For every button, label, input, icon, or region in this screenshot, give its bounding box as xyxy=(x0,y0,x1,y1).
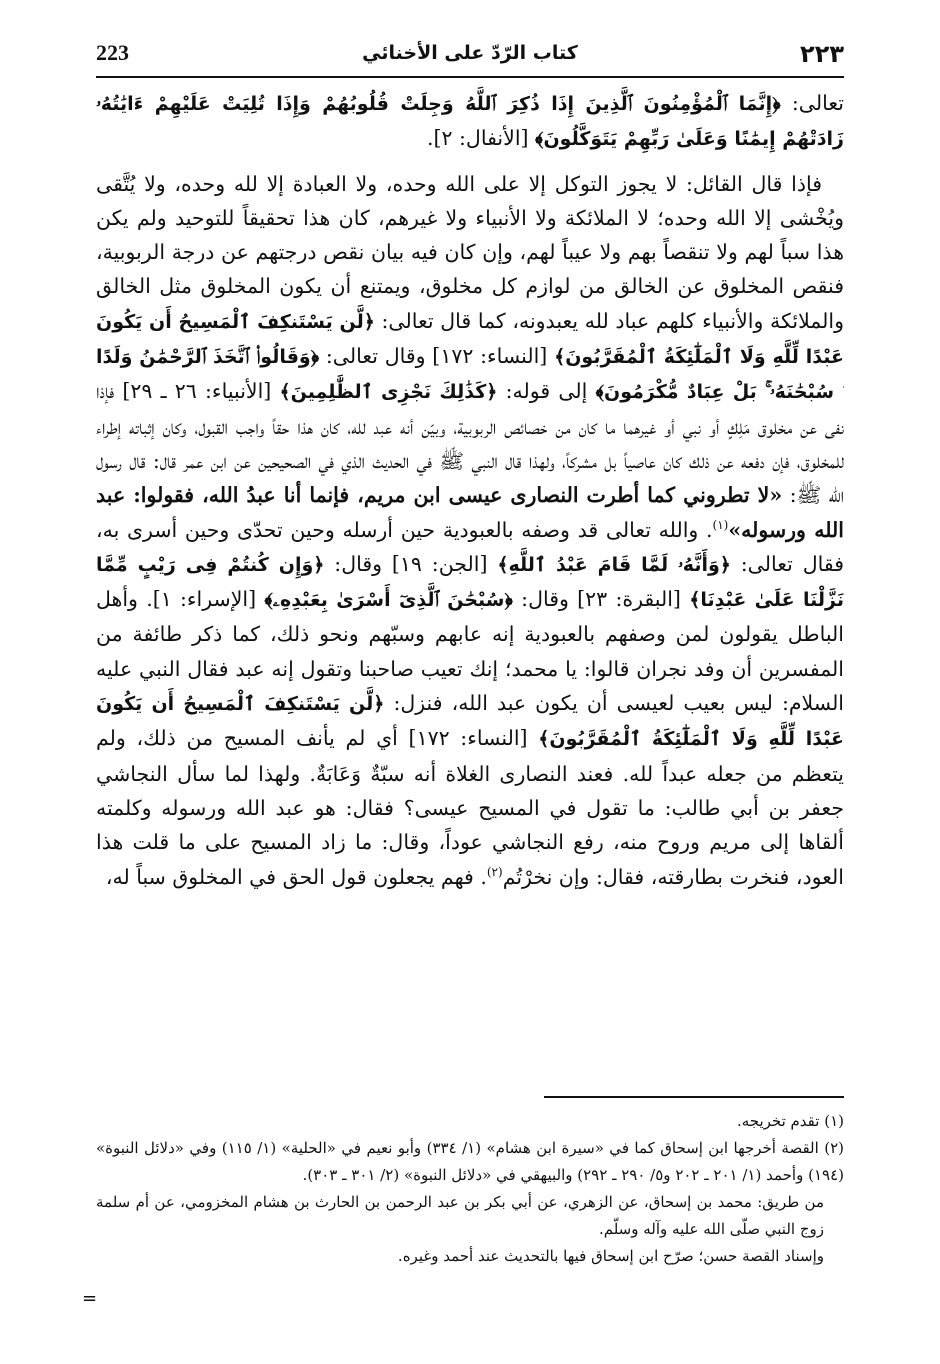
text-run: تعالى: xyxy=(780,91,844,115)
paragraph-1 xyxy=(96,86,844,157)
text-run: [النساء: ١٧٢] وقال تعالى: xyxy=(319,344,555,369)
running-title: كتاب الرّدّ على الأخنائي xyxy=(362,42,578,64)
verse-reference: [الأنفال: ٢]. xyxy=(426,126,536,151)
text-run: [البقرة: ٢٣] وقال: xyxy=(512,587,690,612)
margin-mark: = xyxy=(82,1288,98,1309)
page-number-latin: 223 xyxy=(96,40,129,65)
quran-verse: ﴿كَذَٰلِكَ نَجْزِى ٱلظَّٰلِمِينَ﴾ xyxy=(279,381,498,404)
text-run: فإذا قال القائل: لا يجوز التوكل إلا على الله وحده، ولا العبادة إلا لله وحده، ولا يُتَّقى ويُخْشى إلا الله وحده؛ لا الملائكة ولا الأنبياء ولا غيرهم، كان هذا تحقيقاً للتوحيد ولم يكن هذا سباً لهم ولا تنقصاً بهم ولا عيباً لهم، وإن كان فيه بيان نقص درجتهم عن درجة الربوبية، فنقص المخلوق عن الخالق من لوازم كل مخلوق، ويمتنع أن يكون المخلوق مثل الخالق والملائكة والأنبياء كلهم عباد لله يعبدونه، كما قال تعالى: xyxy=(96,171,844,333)
footnote-1: (١) تقدم تخريجه. xyxy=(736,1112,844,1130)
quran-verse: ﴿وَإِن كُنتُمْ فِى رَيْبٍ مِّمَّا نَزَّلْنَا عَلَىٰ عَبْدِنَا﴾ xyxy=(96,553,844,612)
page-number-arabic: ٢٢٣ xyxy=(800,40,844,68)
quran-verse: ﴿سُبْحَٰنَ ٱلَّذِىٓ أَسْرَىٰ بِعَبْدِهِۦ﴾ xyxy=(264,589,513,612)
footnote-ref-1: (١) xyxy=(712,517,729,532)
quran-verse: ﴿لَّن يَسْتَنكِفَ ٱلْمَسِيحُ أَن يَكُونَ عَبْدًا لِّلَّهِ وَلَا ٱلْمَلَٰٓئِكَةُ ٱلْمُقَرَّبُونَ﴾ xyxy=(96,693,844,751)
footnote-ref-2: (٢) xyxy=(486,864,503,879)
footnote-2-grade: وإسناد القصة حسن؛ صرّح ابن إسحاق فيها بالتحديث عند أحمد وغيره. xyxy=(397,1247,824,1265)
hadith-quote: «لا تطروني كما أطرت النصارى عيسى ابن مريم، فإنما أنا عبدُ الله، فقولوا: عبد الله ورسوله» xyxy=(96,483,844,542)
quran-verse: ﴿لَّن يَسْتَنكِفَ ٱلْمَسِيحُ أَن يَكُونَ عَبْدًا لِّلَّهِ وَلَا ٱلْمَلَٰٓئِكَةُ ٱلْمُقَرَّبُونَ﴾ xyxy=(96,310,844,369)
paragraph-2 xyxy=(96,167,844,894)
text-run: [النساء: ١٧٢] أي لم يأنف المسيح من ذلك، ولم يتعظم من جعله عبداً لله. فعند النصارى الغلاة أنه سبّةٌ وَعَابَةٌ. ولهذا لما سأل النجاشي جعفر بن أبي طالب: ما تقول في المسيح عيسى؟ فقال: هو عبد الله ورسوله وكلمته ألقاها إلى مريم وروح منه، رفع النجاشي عوداً، وقال: ما زاد المسيح على ما قلت هذا العود، فنخرت بطارقته، فقال: وإن نخرْتُم xyxy=(96,726,844,889)
text-run: . فهم يجعلون قول الحق في المخلوق سباً له، xyxy=(105,864,487,889)
text-run: [الإسراء: ١]. وأهل الباطل يقولون لمن وصفهم بالعبودية إنه عابهم وسبّهم ونحو ذلك، كما ذكر طائفة من المفسرين أن وفد نجران قالوا: يا محمد؛ إنك تعيب صاحبنا وتقول إنه عبد فقال النبي عليه السلام: ليس بعيب لعيسى أن يكون عبد الله، فنزل: xyxy=(96,587,844,716)
quran-verse: ﴿وَأَنَّهُۥ لَمَّا قَامَ عَبْدُ ٱللَّهِ﴾ xyxy=(497,553,731,576)
footnotes xyxy=(96,1108,844,1308)
text-run: . والله تعالى قد وصفه بالعبودية حين أرسله وحين تحدّى وحين أسرى به، فقال تعالى: xyxy=(96,517,844,576)
text-run: إلى قوله: xyxy=(497,379,596,404)
footnote-2-chain: من طريق: محمد بن إسحاق، عن الزهري، عن أبي بكر بن عبد الرحمن بن الحارث بن هشام المخزومي، عن أم سلمة زوج النبي صلّى الله عليه وآله وسلّم. xyxy=(96,1193,824,1238)
footnote-2: (٢) القصة أخرجها ابن إسحاق كما في «سيرة ابن هشام» (١/ ٣٣٤) وأبو نعيم في «الحلية» (١/ ١١٥) وفي «دلائل النبوة» (١٩٤) وأحمد (١/ ٢٠١ ـ ٢٠٢ و٥/ ٢٩٠ ـ ٢٩٢) والبيهقي في «دلائل النبوة» (٢/ ٣٠١ ـ ٣٠٣). xyxy=(96,1139,844,1184)
text-run: [الجن: ١٩] وقال: xyxy=(324,551,498,576)
main-text xyxy=(96,86,844,1076)
page-header xyxy=(96,40,844,78)
footnote-separator xyxy=(544,1096,844,1098)
quran-verse: ﴿إِنَّمَا ٱلْمُؤْمِنُونَ ٱلَّذِينَ إِذَا ذُكِرَ ٱللَّهُ وَجِلَتْ قُلُوبُهُمْ وَإِذَا تُلِيَتْ عَلَيْهِمْ ءَايَٰتُهُۥ زَادَتْهُمْ إِيمَٰنًا وَعَلَىٰ رَبِّهِمْ يَتَوَكَّلُونَ﴾ xyxy=(96,93,844,151)
text-run: [الأنبياء: ٢٦ ـ ٢٩] فإذا نفى عن مخلوق مَلِكٍ أو نبي أو غيرهما ما كان من خصائص الربوبية، وبيّن أنه عبد لله، كان هذا حقاً واجب القبول، وكان إثباته إطراء للمخلوق، فإن دفعه عن ذلك كان عاصياً بل مشركاً، ولهذا قال النبي ﷺ في الحديث الذي في الصحيحين عن ابن عمر قال: قال رسول الله ﷺ: xyxy=(96,379,844,508)
quran-verse: ﴿وَقَالُوا۟ ٱتَّخَذَ ٱلرَّحْمَٰنُ وَلَدًا ۗ سُبْحَٰنَهُۥ ۚ بَلْ عِبَادٌ مُّكْرَمُونَ﴾ xyxy=(96,346,843,404)
